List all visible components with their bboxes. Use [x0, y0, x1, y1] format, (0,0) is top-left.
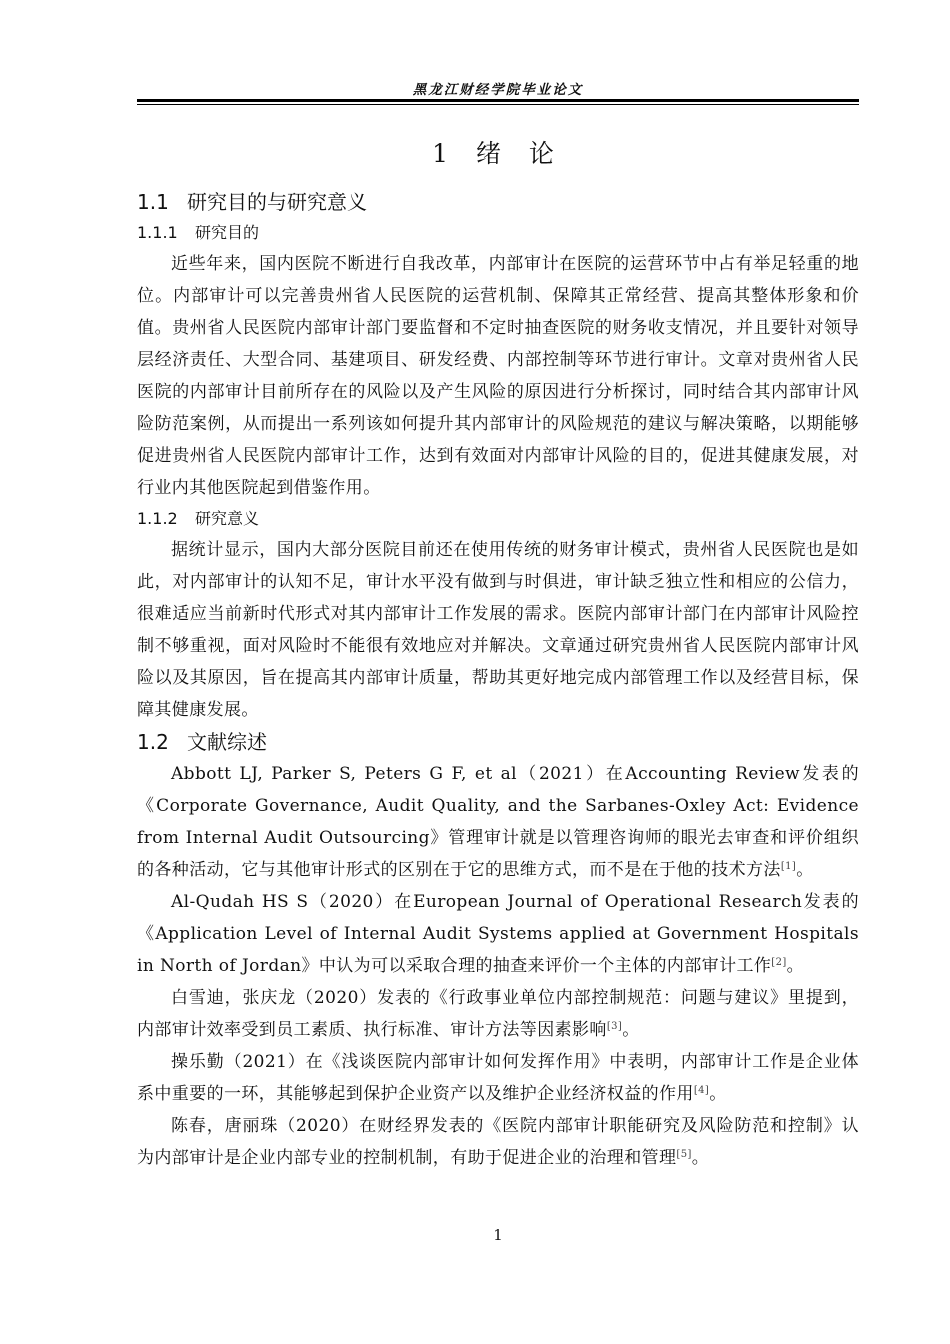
- subsection-heading: [137, 504, 859, 534]
- subsection-title: 研究目的: [195, 223, 260, 242]
- citation-mark: [4]: [693, 1085, 710, 1096]
- paragraph-text: 白雪迪，张庆龙（2020）发表的《行政事业单位内部控制规范：问题与建议》里提到，内部审计效率受到员工素质、执行标准、审计方法等因素影响: [137, 988, 859, 1040]
- reference-paragraph: [137, 758, 859, 886]
- paragraph-end: 。: [796, 860, 814, 880]
- subsection-number: 1.1.2: [137, 509, 178, 528]
- page-number: 1: [493, 1226, 503, 1244]
- citation-mark: [3]: [606, 1021, 623, 1032]
- section-number: 1.2: [137, 730, 169, 754]
- subsection-number: 1.1.1: [137, 223, 178, 242]
- section-title: 文献综述: [187, 730, 267, 754]
- paragraph: 据统计显示，国内大部分医院目前还在使用传统的财务审计模式，贵州省人民医院也是如此，对内部审计的认知不足，审计水平没有做到与时俱进，审计缺乏独立性和相应的公信力，很难适应当前新时代形式对其内部审计工作发展的需求。医院内部审计部门在内部审计风险控制不够重视，面对风险时不能很有效地应对并解决。文章通过研究贵州省人民医院内部审计风险以及其原因，旨在提高其内部审计质量，帮助其更好地完成内部管理工作以及经营目标，保障其健康发展。: [137, 540, 859, 720]
- running-header: 黑龙江财经学院毕业论文: [412, 82, 584, 98]
- citation-mark: [2]: [771, 957, 787, 968]
- paragraph-end: 。: [709, 1084, 727, 1104]
- section-heading: [137, 186, 859, 218]
- section-title: 研究目的与研究意义: [187, 190, 367, 214]
- subsection-title: 研究意义: [195, 509, 260, 528]
- paragraph: 近些年来，国内医院不断进行自我改革，内部审计在医院的运营环节中占有举足轻重的地位。内部审计可以完善贵州省人民医院的运营机制、保障其正常经营、提高其整体形象和价值。贵州省人民医院内部审计部门要监督和不定时抽查医院的财务收支情况，并且要针对领导层经济责任、大型合同、基建项目、研发经费、内部控制等环节进行审计。文章对贵州省人民医院的内部审计目前所存在的风险以及产生风险的原因进行分析探讨，同时结合其内部审计风险防范案例，从而提出一系列该如何提升其内部审计的风险规范的建议与解决策略，以期能够促进贵州省人民医院内部审计工作，达到有效面对内部审计风险的目的，促进其健康发展，对行业内其他医院起到借鉴作用。: [137, 254, 859, 498]
- header-rule-thin: [137, 104, 859, 105]
- reference-paragraph: [137, 886, 859, 982]
- paragraph-text: 陈春，唐丽珠（2020）在财经界发表的《医院内部审计职能研究及风险防范和控制》认为内部审计是企业内部专业的控制机制，有助于促进企业的治理和管理: [137, 1116, 859, 1168]
- citation-mark: [5]: [676, 1149, 692, 1160]
- section-number: 1.1: [137, 190, 169, 214]
- chapter-title: 1 绪 论: [432, 139, 564, 168]
- paragraph-end: 。: [691, 1148, 710, 1168]
- citation-mark: [1]: [780, 861, 797, 872]
- paragraph-end: 。: [786, 956, 805, 976]
- subsection-heading: [137, 218, 859, 248]
- paragraph-text: 操乐勤（2021）在《浅谈医院内部审计如何发挥作用》中表明，内部审计工作是企业体系中重要的一环，其能够起到保护企业资产以及维护企业经济权益的作用: [137, 1052, 859, 1104]
- section-heading: [137, 726, 859, 758]
- body-content: [137, 186, 859, 1174]
- reference-paragraph: [137, 1110, 859, 1174]
- paragraph-text: Al-Qudah HS S（2020）在European Journal of Operational Research发表的《Application Level of Internal Audit Systems applied at Government Hospitals in North of Jordan》中认为可以采取合理的抽查来评价一个主体的内部审计工作: [137, 892, 859, 976]
- paragraph-end: 。: [622, 1020, 640, 1040]
- reference-paragraph: [137, 1046, 859, 1110]
- paragraph-text: Abbott LJ, Parker S, Peters G F, et al（2021）在Accounting Review发表的《Corporate Governance, Audit Quality, and the Sarbanes-Oxley Act: Evidence from Internal Audit Outsourcing》管理审计就是以管理咨询师的眼光去审查和评价组织的各种活动，它与其他审计形式的区别在于它的思维方式，而不是在于他的技术方法: [137, 764, 859, 880]
- header-rule-thick: [137, 99, 859, 102]
- reference-paragraph: [137, 982, 859, 1046]
